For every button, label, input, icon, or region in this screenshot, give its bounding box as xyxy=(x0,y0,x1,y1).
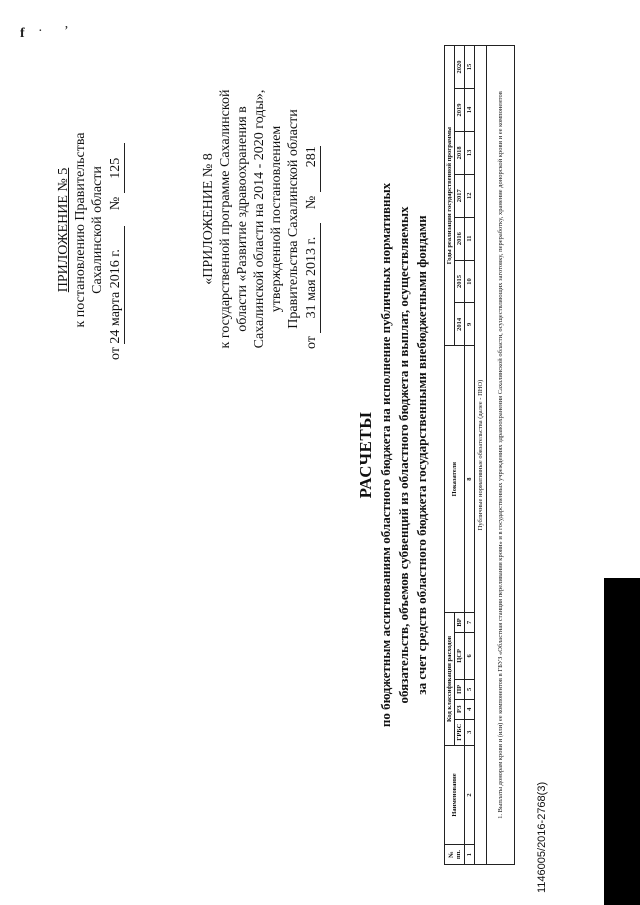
header-code: ГРБС xyxy=(455,719,465,745)
column-number: 13 xyxy=(465,131,475,174)
header-code: ПР xyxy=(455,679,465,699)
column-number: 11 xyxy=(465,217,475,260)
header-year: 2014 xyxy=(455,303,465,346)
annex-5-date-line xyxy=(107,100,125,360)
annex-8-line: Сахалинской области на 2014 - 2020 годы», xyxy=(252,89,267,349)
header-name: Наименование xyxy=(445,745,465,844)
annex-5-line: Сахалинской области xyxy=(90,166,105,294)
heading-subtitle-line: обязательств, объемов субвенций из областного бюджета и выплат, осуществляемых xyxy=(396,206,411,704)
annex-8-line: утвержденной постановлением xyxy=(269,125,284,313)
annex-8-date-line xyxy=(303,69,321,369)
column-number: 6 xyxy=(465,632,475,679)
header-year: 2016 xyxy=(455,217,465,260)
header-code: ЦСР xyxy=(455,632,465,679)
annex-8-line: области «Развитие здравоохранения в xyxy=(235,106,250,332)
annex-5-line: к постановлению Правительства xyxy=(73,132,88,328)
table-row xyxy=(487,46,515,865)
annex-8-line: Правительства Сахалинской области xyxy=(286,109,301,329)
annex-8-block xyxy=(200,69,321,369)
from-label: от xyxy=(108,347,123,360)
from-label: от xyxy=(304,336,319,349)
header-year: 2015 xyxy=(455,260,465,303)
header-year: 2018 xyxy=(455,131,465,174)
column-number: 15 xyxy=(465,46,475,89)
annex-5-block xyxy=(55,100,125,360)
scan-mark: ’ xyxy=(64,24,69,39)
header-code: ВР xyxy=(455,613,465,633)
table-header-row xyxy=(445,46,455,865)
scan-mark: f xyxy=(20,26,25,41)
column-number: 12 xyxy=(465,174,475,217)
column-number-row xyxy=(465,46,475,865)
column-number: 8 xyxy=(465,346,475,613)
header-years-group: Годы реализации государственной программы xyxy=(445,46,455,346)
column-number: 3 xyxy=(465,719,475,745)
header-year: 2020 xyxy=(455,46,465,89)
column-number: 14 xyxy=(465,89,475,132)
annex-8-date: 31 мая 2013 г. xyxy=(303,223,321,333)
section-title: Публичные нормативные обязательства (далее - ПНО) xyxy=(475,46,487,865)
annex-8-title: «ПРИЛОЖЕНИЕ № 8 xyxy=(201,153,216,285)
row-description: 1. Выплаты донорам крови и (или) ее компонентов в ГБУЗ «Областная станция переливания крови» и в государственных учреждениях здравоохранения Сахалинской области, осуществляющих заготовку, переработку, хранение донорской крови и ее компонентов xyxy=(487,46,515,865)
column-number: 4 xyxy=(465,699,475,719)
header-year: 2017 xyxy=(455,174,465,217)
section-row xyxy=(475,46,487,865)
document-number: 1146005/2016-2768(3) xyxy=(536,781,548,893)
heading-subtitle-line: за счет средств областного бюджета государственными внебюджетными фондами xyxy=(414,215,429,695)
annex-5-number: 125 xyxy=(107,143,125,193)
header-indicators: Показатели xyxy=(445,346,465,613)
header-year: 2019 xyxy=(455,89,465,132)
column-number: 9 xyxy=(465,303,475,346)
column-number: 1 xyxy=(465,845,475,865)
annex-8-number: 281 xyxy=(303,146,321,192)
document-heading xyxy=(356,155,430,755)
header-number: № пп. xyxy=(445,845,465,865)
column-number: 10 xyxy=(465,260,475,303)
annex-5-title: ПРИЛОЖЕНИЕ № 5 xyxy=(56,167,71,293)
column-number: 7 xyxy=(465,613,475,633)
header-code-group: Код классификации расходов xyxy=(445,613,455,746)
header-code: РЗ xyxy=(455,699,465,719)
number-label: № xyxy=(108,196,123,211)
column-number: 5 xyxy=(465,679,475,699)
annex-8-line: к государственной программе Сахалинской xyxy=(218,89,233,349)
annex-5-date: 24 марта 2016 г. xyxy=(107,226,125,344)
calculations-table xyxy=(444,45,515,865)
scan-mark: · xyxy=(38,24,43,39)
number-label: № xyxy=(304,195,319,210)
heading-subtitle-line: по бюджетным ассигнованиям областного бюджета на исполнение публичных нормативных xyxy=(378,182,393,728)
column-number: 2 xyxy=(465,745,475,844)
heading-title: РАСЧЕТЫ xyxy=(356,411,375,499)
